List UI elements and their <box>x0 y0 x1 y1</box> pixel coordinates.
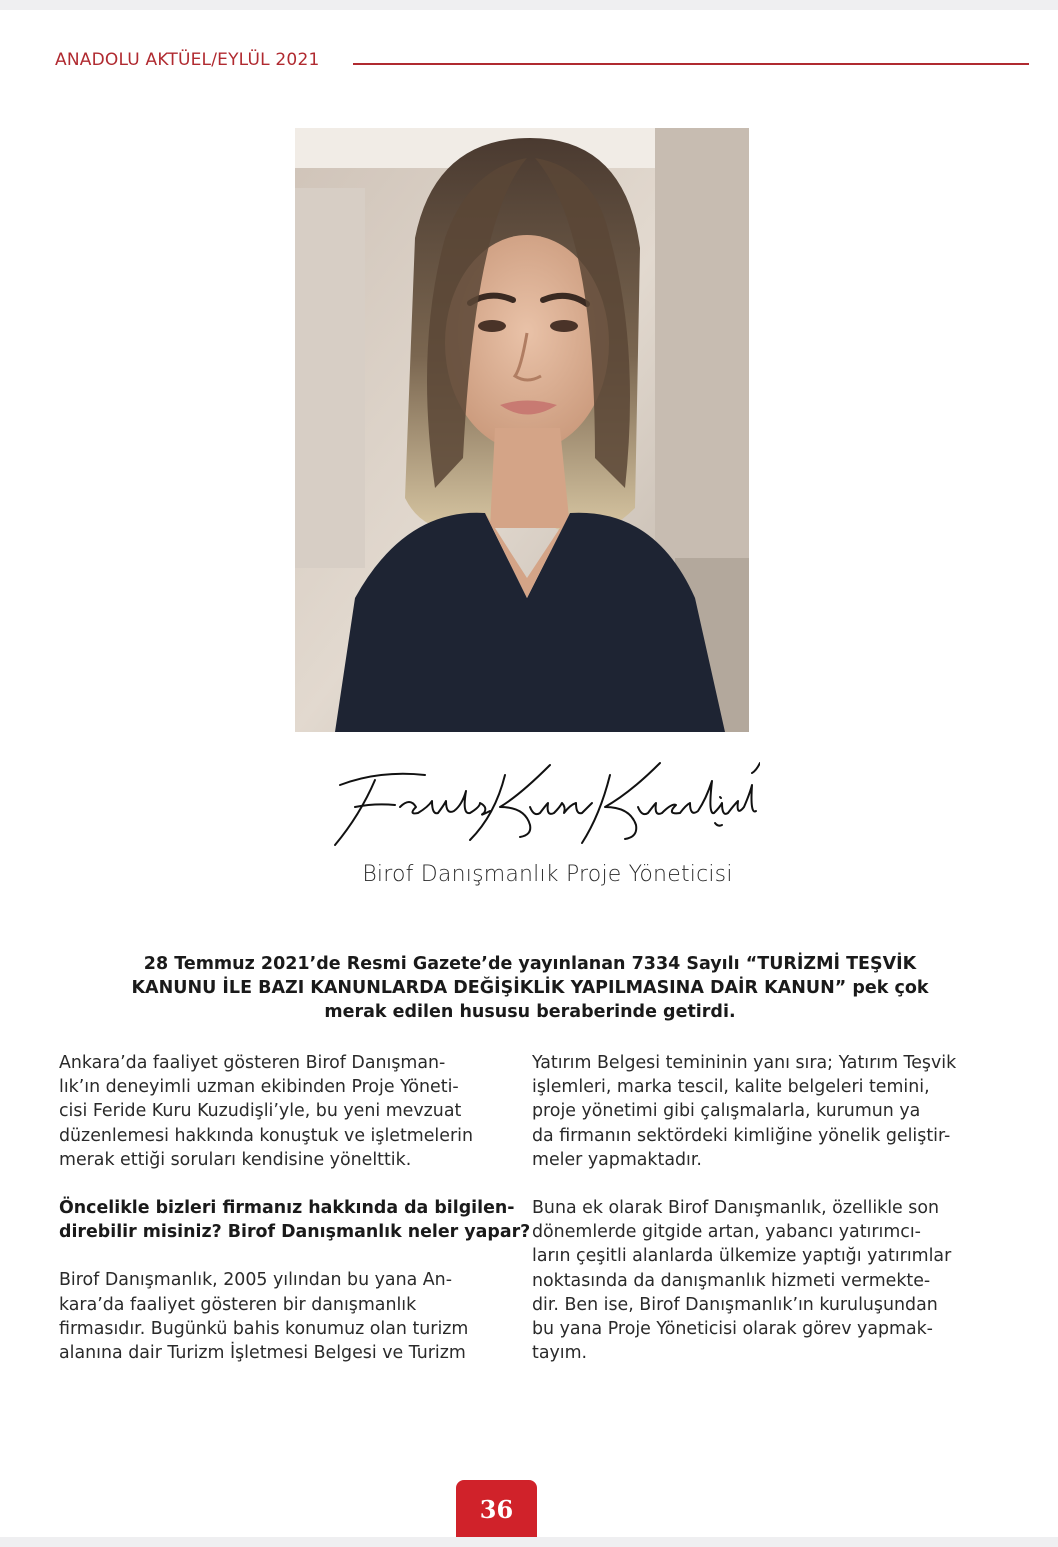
text-line: direbilir misiniz? Birof Danışmanlık neler yapar? <box>59 1222 531 1243</box>
header-rule <box>353 63 1029 65</box>
author-signature <box>320 745 760 855</box>
text-line: merak ettiği soruları kendisine yönelttik. <box>59 1149 412 1170</box>
author-role-text: Birof Danışmanlık Proje Yöneticisi <box>362 862 733 887</box>
text-line: Öncelikle bizleri firmanız hakkında da bilgilen- <box>59 1198 515 1219</box>
bottom-page-edge <box>0 1537 1058 1547</box>
interview-question <box>59 1196 531 1244</box>
top-page-edge <box>0 0 1058 10</box>
lead-line: 28 Temmuz 2021’de Resmi Gazete’de yayınlanan 7334 Sayılı “TURİZMİ TEŞVİK <box>143 954 917 974</box>
text-line: işlemleri, marka tescil, kalite belgeleri temini, <box>532 1077 930 1098</box>
text-line: ların çeşitli alanlarda ülkemize yaptığı yatırımlar <box>532 1246 952 1267</box>
text-line: Buna ek olarak Birof Danışmanlık, özellikle son <box>532 1198 939 1219</box>
text-line: dir. Ben ise, Birof Danışmanlık’ın kuruluşundan <box>532 1294 938 1315</box>
text-line: Ankara’da faaliyet gösteren Birof Danışman- <box>59 1053 446 1073</box>
text-line: da firmanın sektördeki kimliğine yönelik geliştir- <box>532 1125 951 1146</box>
text-line: proje yönetimi gibi çalışmalarla, kurumun ya <box>532 1101 921 1122</box>
text-line: Yatırım Belgesi temininin yanı sıra; Yatırım Teşvik <box>532 1053 957 1073</box>
text-line: firmasıdır. Bugünkü bahis konumuz olan turizm <box>59 1318 469 1339</box>
text-line: lık’ın deneyimli uzman ekibinden Proje Yöneti- <box>59 1077 459 1098</box>
text-line: alanına dair Turizm İşletmesi Belgesi ve Turizm <box>59 1343 466 1364</box>
magazine-header: ANADOLU AKTÜEL/EYLÜL 2021 <box>55 50 320 70</box>
text-line: dönemlerde gitgide artan, yabancı yatırımcı- <box>532 1222 921 1243</box>
intro-paragraph <box>59 1051 519 1172</box>
article-lead <box>110 952 950 1024</box>
text-line: Birof Danışmanlık, 2005 yılından bu yana An- <box>59 1270 452 1291</box>
right-column <box>532 1051 992 1389</box>
text-line: noktasında da danışmanlık hizmeti vermekte- <box>532 1270 931 1291</box>
lead-line: merak edilen hususu beraberinde getirdi. <box>324 1002 736 1022</box>
answer-paragraph <box>532 1051 992 1172</box>
answer-paragraph <box>59 1268 519 1365</box>
answer-paragraph <box>532 1196 992 1365</box>
text-line: tayım. <box>532 1343 588 1364</box>
text-line: kara’da faaliyet gösteren bir danışmanlık <box>59 1294 417 1315</box>
text-line: bu yana Proje Yöneticisi olarak görev yapmak- <box>532 1319 933 1340</box>
text-line: meler yapmaktadır. <box>532 1149 702 1170</box>
lead-line: KANUNU İLE BAZI KANUNLARDA DEĞİŞİKLİK YAPILMASINA DAİR KANUN” pek çok <box>131 978 929 998</box>
page-number: 36 <box>479 1495 514 1524</box>
text-line: cisi Feride Kuru Kuzudişli’yle, bu yeni mevzuat <box>59 1101 462 1122</box>
author-role <box>0 862 1058 887</box>
text-line: düzenlemesi hakkında konuştuk ve işletmelerin <box>59 1125 473 1146</box>
left-column <box>59 1051 531 1389</box>
portrait-photo <box>295 128 749 732</box>
